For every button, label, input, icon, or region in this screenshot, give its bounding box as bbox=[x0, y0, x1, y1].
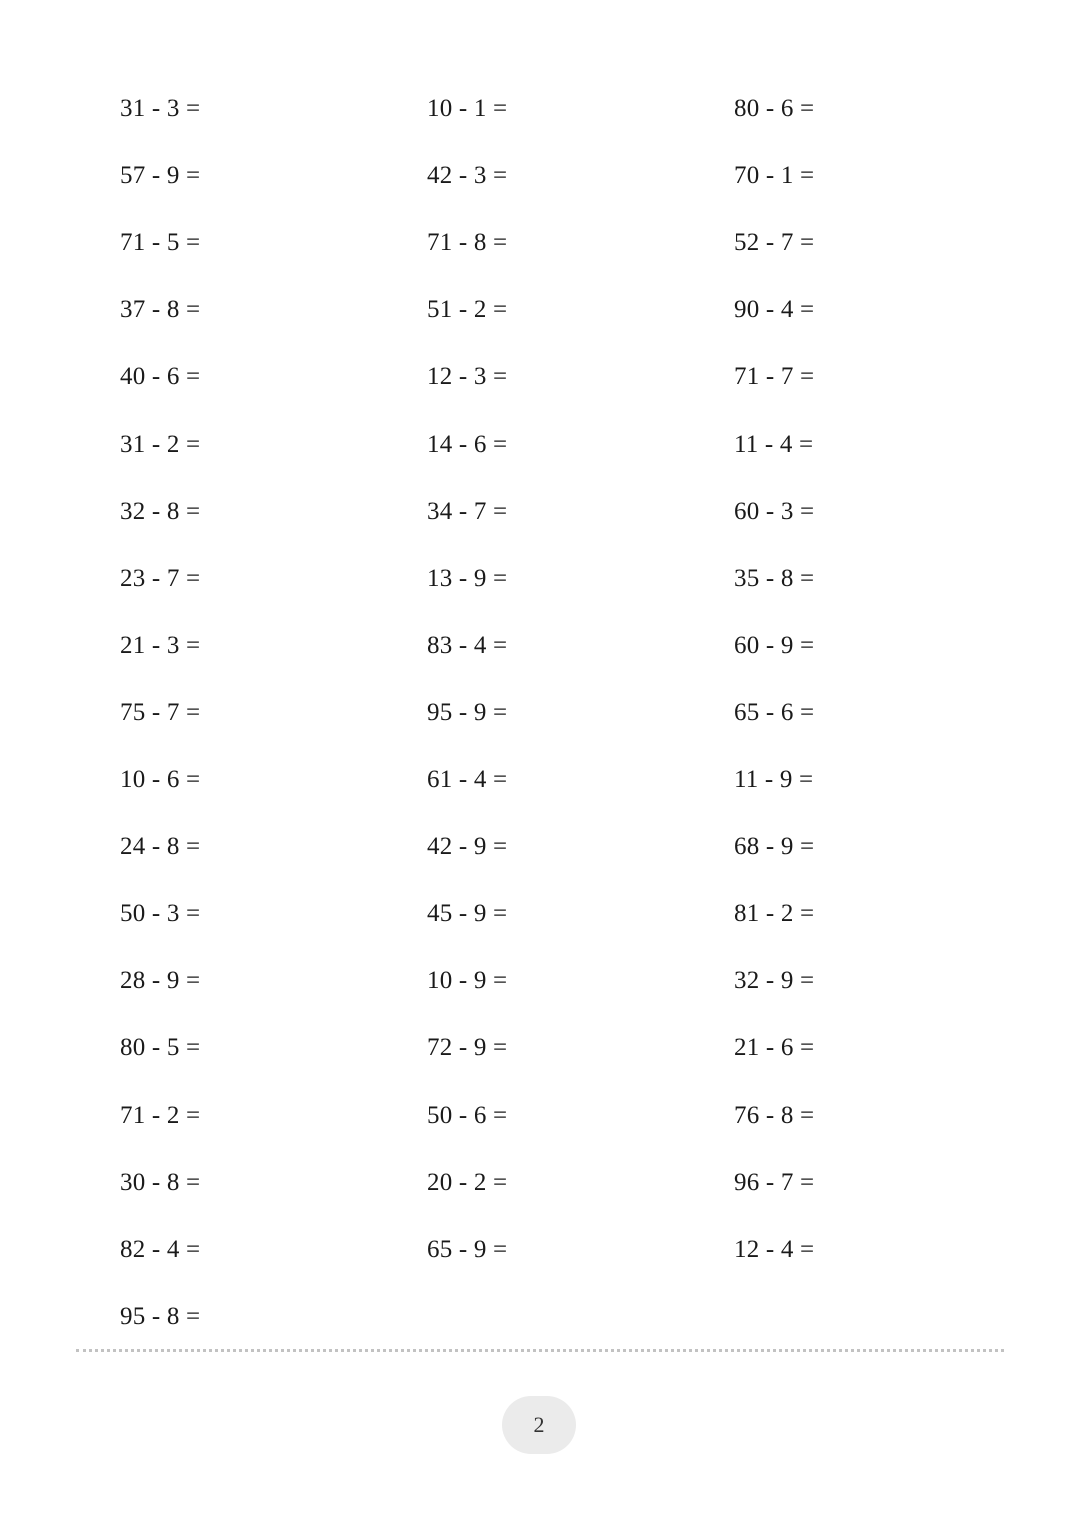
math-problem: 71 - 8 = bbox=[427, 229, 508, 256]
math-problem: 76 - 8 = bbox=[734, 1102, 815, 1129]
math-problem: 71 - 5 = bbox=[120, 229, 201, 256]
math-problem: 10 - 1 = bbox=[427, 95, 508, 122]
math-problem: 60 - 3 = bbox=[734, 498, 815, 525]
math-problem: 34 - 7 = bbox=[427, 498, 508, 525]
math-problem: 32 - 9 = bbox=[734, 967, 815, 994]
math-problem: 96 - 7 = bbox=[734, 1169, 815, 1196]
math-problem: 14 - 6 = bbox=[427, 431, 508, 458]
math-problem: 57 - 9 = bbox=[120, 162, 201, 189]
math-problem: 35 - 8 = bbox=[734, 565, 815, 592]
math-problem: 40 - 6 = bbox=[120, 363, 201, 390]
page-number-badge: 2 bbox=[502, 1396, 576, 1454]
math-problem: 24 - 8 = bbox=[120, 833, 201, 860]
math-problem: 23 - 7 = bbox=[120, 565, 201, 592]
math-problem: 50 - 3 = bbox=[120, 900, 201, 927]
math-problem: 95 - 9 = bbox=[427, 699, 508, 726]
math-problem: 42 - 3 = bbox=[427, 162, 508, 189]
math-problem: 82 - 4 = bbox=[120, 1236, 201, 1263]
math-problem: 32 - 8 = bbox=[120, 498, 201, 525]
math-problem: 95 - 8 = bbox=[120, 1303, 201, 1330]
math-problem: 90 - 4 = bbox=[734, 296, 815, 323]
math-problem: 68 - 9 = bbox=[734, 833, 815, 860]
math-problem: 71 - 7 = bbox=[734, 363, 815, 390]
math-problem: 13 - 9 = bbox=[427, 565, 508, 592]
math-problem: 12 - 4 = bbox=[734, 1236, 815, 1263]
math-problem: 31 - 2 = bbox=[120, 431, 201, 458]
math-problem: 83 - 4 = bbox=[427, 632, 508, 659]
math-problem: 80 - 5 = bbox=[120, 1034, 201, 1061]
math-problem: 70 - 1 = bbox=[734, 162, 815, 189]
math-problem: 50 - 6 = bbox=[427, 1102, 508, 1129]
math-problem: 80 - 6 = bbox=[734, 95, 815, 122]
math-problem: 60 - 9 = bbox=[734, 632, 815, 659]
math-problem: 21 - 3 = bbox=[120, 632, 201, 659]
math-problem: 10 - 6 = bbox=[120, 766, 201, 793]
math-problem: 71 - 2 = bbox=[120, 1102, 201, 1129]
math-problem: 11 - 4 = bbox=[734, 431, 814, 458]
math-problem: 45 - 9 = bbox=[427, 900, 508, 927]
math-problem: 65 - 6 = bbox=[734, 699, 815, 726]
math-problem: 81 - 2 = bbox=[734, 900, 815, 927]
math-problem: 30 - 8 = bbox=[120, 1169, 201, 1196]
math-problem: 72 - 9 = bbox=[427, 1034, 508, 1061]
math-problem: 65 - 9 = bbox=[427, 1236, 508, 1263]
math-problem: 75 - 7 = bbox=[120, 699, 201, 726]
dotted-divider bbox=[76, 1349, 1004, 1352]
math-problem: 20 - 2 = bbox=[427, 1169, 508, 1196]
math-problem: 10 - 9 = bbox=[427, 967, 508, 994]
math-problem: 52 - 7 = bbox=[734, 229, 815, 256]
math-problem: 42 - 9 = bbox=[427, 833, 508, 860]
math-problem: 61 - 4 = bbox=[427, 766, 508, 793]
math-problem: 31 - 3 = bbox=[120, 95, 201, 122]
math-problem: 12 - 3 = bbox=[427, 363, 508, 390]
math-problem: 21 - 6 = bbox=[734, 1034, 815, 1061]
math-problem: 51 - 2 = bbox=[427, 296, 508, 323]
math-problem: 28 - 9 = bbox=[120, 967, 201, 994]
math-problem: 11 - 9 = bbox=[734, 766, 814, 793]
math-problem: 37 - 8 = bbox=[120, 296, 201, 323]
